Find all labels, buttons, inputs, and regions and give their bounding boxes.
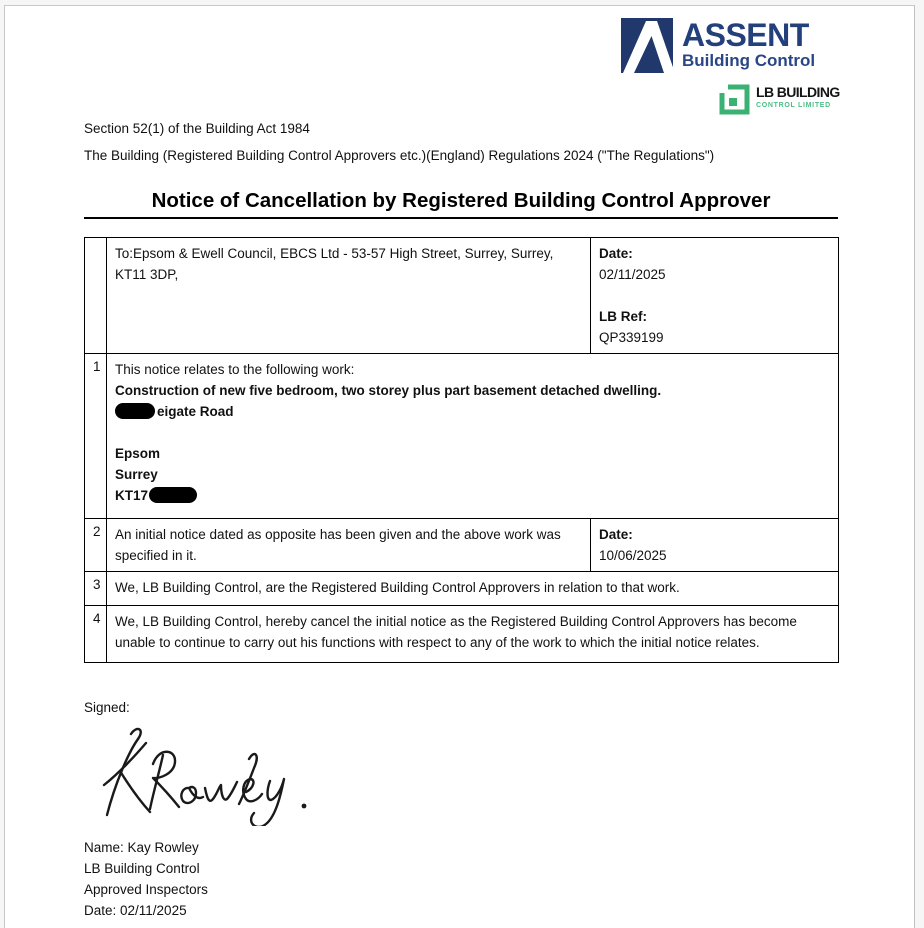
date-label: Date: (599, 527, 633, 542)
signatory-role: Approved Inspectors (84, 882, 208, 897)
recipient-cell (107, 238, 591, 354)
signatory-name: Name: Kay Rowley (84, 840, 199, 855)
assent-mountain-icon (621, 18, 673, 73)
work-description-cell (107, 354, 839, 519)
signatory-company: LB Building Control (84, 861, 200, 876)
address-town: Epsom (115, 446, 161, 461)
lb-logo-subtitle: CONTROL LIMITED (756, 102, 831, 109)
spacer-line (599, 285, 830, 306)
recipient-address-line1: To:Epsom & Ewell Council, EBCS Ltd - 53-57 High Street, Surrey, Surrey, (115, 246, 554, 261)
approver-statement-cell (107, 572, 839, 606)
redaction-box (115, 403, 155, 419)
table-row-3 (85, 572, 839, 606)
signature-date: Date: 02/11/2025 (84, 903, 187, 918)
lb-logo-title: LB BUILDING (756, 84, 840, 100)
signed-label: Signed: (84, 700, 130, 715)
regulations-reference-line: The Building (Registered Building Control Approvers etc.)(England) Regulations 2024 ("The Regulations") (84, 148, 715, 163)
address-county: Surrey (115, 467, 158, 482)
recipient-address-line2: KT11 3DP, (115, 267, 179, 282)
approver-statement-text: We, LB Building Control, are the Registered Building Control Approvers in relation to that work. (115, 580, 680, 595)
row-number-cell: 4 (85, 606, 107, 663)
lb-ref-value: QP339199 (599, 330, 664, 345)
address-postcode-line: KT17 (115, 485, 830, 506)
work-intro-text: This notice relates to the following work: (115, 362, 355, 377)
initial-notice-text: An initial notice dated as opposite has been given and the above work was specified in it. (115, 527, 561, 563)
page-title: Notice of Cancellation by Registered Building Control Approver (84, 189, 838, 219)
work-description-text: Construction of new five bedroom, two storey plus part basement detached dwelling. (115, 383, 662, 398)
signatory-details (84, 837, 208, 921)
date-value: 10/06/2025 (599, 548, 667, 563)
assent-logo-title: ASSENT (682, 17, 809, 53)
row-number-cell: 3 (85, 572, 107, 606)
assent-logo (621, 18, 815, 73)
initial-notice-cell (107, 519, 591, 572)
address-street-line: eigate Road (115, 401, 830, 422)
cancellation-statement-text: We, LB Building Control, hereby cancel the initial notice as the Registered Building Control Approvers has become unable to continue to carry out his functions with respect to any of the work to which the initial notice relates. (115, 614, 797, 650)
initial-notice-date-cell (591, 519, 839, 572)
row-number-cell: 1 (85, 354, 107, 519)
date-label: Date: (599, 246, 633, 261)
table-row-2 (85, 519, 839, 572)
statutory-references (84, 121, 714, 164)
cancellation-statement-cell (107, 606, 839, 663)
assent-logo-subtitle: Building Control (682, 51, 816, 70)
table-row-to (85, 238, 839, 354)
redaction-box (149, 487, 197, 503)
act-reference-line: Section 52(1) of the Building Act 1984 (84, 121, 310, 136)
lb-ref-label: LB Ref: (599, 309, 647, 324)
notice-table (84, 237, 839, 663)
date-value: 02/11/2025 (599, 267, 666, 282)
table-row-4 (85, 606, 839, 663)
signature-image (95, 722, 315, 826)
row-number-cell (85, 238, 107, 354)
spacer-line (115, 422, 830, 443)
row-number-cell: 2 (85, 519, 107, 572)
lb-square-icon (718, 83, 751, 116)
document-page (4, 5, 915, 928)
table-row-1 (85, 354, 839, 519)
lb-building-logo (718, 83, 840, 116)
date-ref-cell (591, 238, 839, 354)
